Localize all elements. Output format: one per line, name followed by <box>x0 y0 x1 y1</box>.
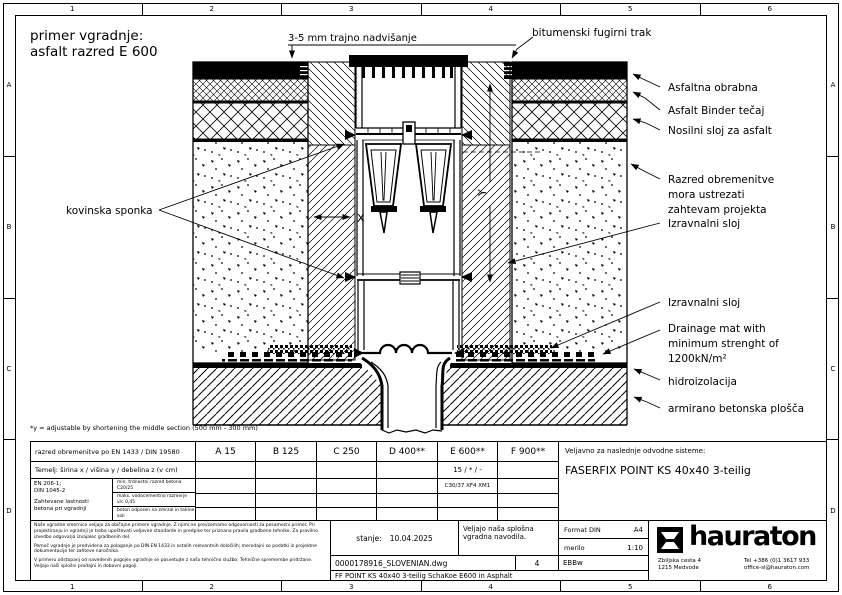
note-line1: Veljajo naša splošna <box>463 525 534 533</box>
class-a15: A 15 <box>195 441 256 462</box>
ruler-top-6: 6 <box>767 5 772 13</box>
example-title-line2: asfalt razred E 600 <box>30 44 158 60</box>
concrete-surround <box>308 62 510 360</box>
system-name: FASERFIX POINT KS 40x40 3-teilig <box>565 464 751 477</box>
revision-date-cell <box>330 520 459 556</box>
grating-bars <box>362 67 453 78</box>
ruler-left-d: D <box>6 506 12 515</box>
class-d400: D 400** <box>376 441 438 462</box>
ruler-right-c: C <box>827 299 839 441</box>
drainage-mat-left <box>222 351 352 362</box>
concrete-req-row3: beton odporen na zmrzal in talilne soli <box>112 506 196 521</box>
label-razred-3: zahtevam projekta <box>668 204 767 216</box>
ruler-left-b: B <box>3 157 15 299</box>
left-pavement-layers <box>193 62 308 363</box>
stanje-label: stanje: <box>356 533 382 543</box>
concrete-req-row1: min. trdnostni razred betona C20/25 <box>112 478 196 493</box>
label-izravnalni-lower: Izravnalni sloj <box>668 297 741 309</box>
format-cell <box>558 520 649 539</box>
logo-block <box>648 520 827 581</box>
sheet-number-cell: 4 <box>515 555 559 571</box>
dim-x-label: X <box>357 212 365 225</box>
concrete-spec-e600: C30/37 XF4 XM1 <box>444 482 491 489</box>
label-asfaltna-obrabna: Asfaltna obrabna <box>668 82 758 94</box>
class-f900: F 900** <box>497 441 559 462</box>
ruler-bottom-6: 6 <box>767 582 772 591</box>
disclaimer-2: Pomoč vgradnje je predvidena za polaganje po DIN EN 1433 in ostalih relevantnih določilih; merodajni so podatki iz projektne dokumentacije ter zahteve naročnika. <box>34 543 317 555</box>
ruler-left-c: C <box>3 299 15 441</box>
ruler-top-1: 1 <box>3 3 143 15</box>
label-armirano: armirano betonska plošča <box>668 403 805 415</box>
drainage-mat-right <box>455 351 595 362</box>
ruler-top-4: 4 <box>422 3 562 15</box>
example-title-line1: primer vgradnje: <box>30 28 144 44</box>
label-drainage-3: 1200kN/m² <box>668 353 727 365</box>
format-value: A4 <box>633 525 643 534</box>
disclaimer-1: Naše vgradne smernice veljajo za običajne primere vgradnje. Z njimi ne prevzemamo odgovornosti za posamezni primer. Pri projektiranju in vgradnji je treba upoštevati veljavne standarde in predpise ter priznana pravila gradbene tehnike. Za pravilno izvedbo odgovarja izvajalec gradbenih del. <box>34 523 318 540</box>
ruler-right-a: A <box>827 15 839 157</box>
gully-bottom-profile <box>362 345 452 353</box>
disclaimer-3: V primeru odstopanj od navedenih pogojev vgradnje se posvetujte z našo tehnično službo. Tehnične spremembe pridržane. Veljajo naši splošni prodajni in dobavni pogoji. <box>34 558 313 570</box>
dim-d400 <box>376 461 438 479</box>
valid-for-label: Veljavno za naslednje odvodne sisteme: <box>565 447 706 455</box>
label-hidroizolacija: hidroizolacija <box>668 376 737 388</box>
filename-cell: 0000178916_SLOVENIAN.dwg <box>330 555 516 571</box>
ruler-top-2: 2 <box>143 3 283 15</box>
gully-unit <box>345 55 472 358</box>
class-e600: E 600** <box>437 441 498 462</box>
ruler-bottom-1: 1 <box>3 581 143 592</box>
stanje-value: 10.04.2025 <box>389 533 433 543</box>
waterproofing-left <box>193 363 362 368</box>
phone-line: Tel +386 (0)1 3617 933 <box>744 558 810 564</box>
ruler-top-5: 5 <box>561 3 701 15</box>
sediment-buckets <box>366 144 451 233</box>
ruler-bottom-5: 5 <box>561 581 701 592</box>
label-fugirni-trak: bitumenski fugirni trak <box>532 27 652 39</box>
contact-lines <box>744 558 809 572</box>
format-label: Format DIN <box>564 525 601 534</box>
concrete-requirements-label: Zahtevane lastnosti betona pri vgradnji <box>34 498 89 512</box>
grating <box>349 55 468 67</box>
metal-clamp <box>354 348 364 358</box>
initials-cell: EBBw <box>558 555 649 571</box>
ruler-bottom-2: 2 <box>143 581 283 592</box>
grid-col-b <box>255 478 317 521</box>
address-line2: 1215 Medvode <box>658 564 699 571</box>
ruler-left-a: A <box>3 15 15 157</box>
label-izravnalni-upper: Izravnalni sloj <box>668 218 741 230</box>
scale-label: merilo <box>564 543 585 552</box>
std-din1045: DIN 1045-2 <box>34 487 66 494</box>
ruler-bottom-4: 4 <box>422 581 562 592</box>
brand-wordmark: hauraton <box>689 521 816 552</box>
grid-col-a <box>195 478 256 521</box>
waterproofing-right <box>450 363 627 368</box>
ruler-bottom-3: 3 <box>282 581 422 592</box>
load-class-label: razred obremenitve po EN 1433 / DIN 19580 <box>30 441 196 462</box>
dim-a15 <box>195 461 256 479</box>
label-nosilni-sloj: Nosilni sloj za asfalt <box>668 125 772 137</box>
label-razred-2: mora ustrezati <box>668 189 745 201</box>
dim-c250 <box>316 461 377 479</box>
disclaimer-block <box>30 520 331 581</box>
email-line: office-si@hauraton.com <box>744 564 810 571</box>
dim-e600: 15 / * / - <box>437 461 498 479</box>
label-drainage-1: Drainage mat with <box>668 323 766 335</box>
label-drainage-2: minimum strenght of <box>668 338 779 350</box>
ruler-right-b: B <box>827 157 839 299</box>
dim-y-label: Y <box>476 189 489 196</box>
grid-col-e <box>437 478 498 521</box>
grid-col-f <box>497 478 559 521</box>
document-title-cell: FF POINT KS 40x40 3-teilig SchaKoe E600 in Asphalt <box>330 570 649 581</box>
ruler-right-d: D <box>830 506 836 515</box>
address-lines <box>658 558 701 572</box>
ruler-top-3: 3 <box>282 3 422 15</box>
grid-col-d <box>376 478 438 521</box>
reinforced-slab <box>193 361 627 433</box>
foundation-dim-label: Temelj: širina x / višina y / debelina z (v cm) <box>30 461 196 479</box>
class-c250: C 250 <box>316 441 377 462</box>
concrete-standard-cell <box>30 478 113 521</box>
hauraton-logo-icon <box>657 527 683 557</box>
note-line2: vgradna navodila. <box>463 533 527 541</box>
right-pavement-layers <box>512 62 627 363</box>
std-en206: EN 206-1; <box>34 481 62 487</box>
class-b125: B 125 <box>255 441 317 462</box>
label-kovinska-sponka: kovinska sponka <box>66 205 153 217</box>
label-nadvisanje: 3-5 mm trajno nadvišanje <box>288 33 417 44</box>
footnote: *y = adjustable by shortening the middle section (500 mm - 300 mm) <box>30 424 258 432</box>
dim-f900 <box>497 461 559 479</box>
upper-joint <box>345 122 472 144</box>
label-razred-1: Razred obremenitve <box>668 174 775 186</box>
grid-col-c <box>316 478 377 521</box>
scale-value: 1:10 <box>627 543 643 552</box>
valid-systems-cell <box>558 441 827 521</box>
installation-note-cell <box>458 520 559 556</box>
label-asfalt-binder: Asfalt Binder tečaj <box>668 105 765 117</box>
dim-b125 <box>255 461 317 479</box>
concrete-req-row2: maks. vodocementno razmerje v/c 0,45 <box>112 492 196 507</box>
address-line1: Zbiljska cesta 4 <box>658 558 701 564</box>
ruler-bottom <box>3 581 839 592</box>
